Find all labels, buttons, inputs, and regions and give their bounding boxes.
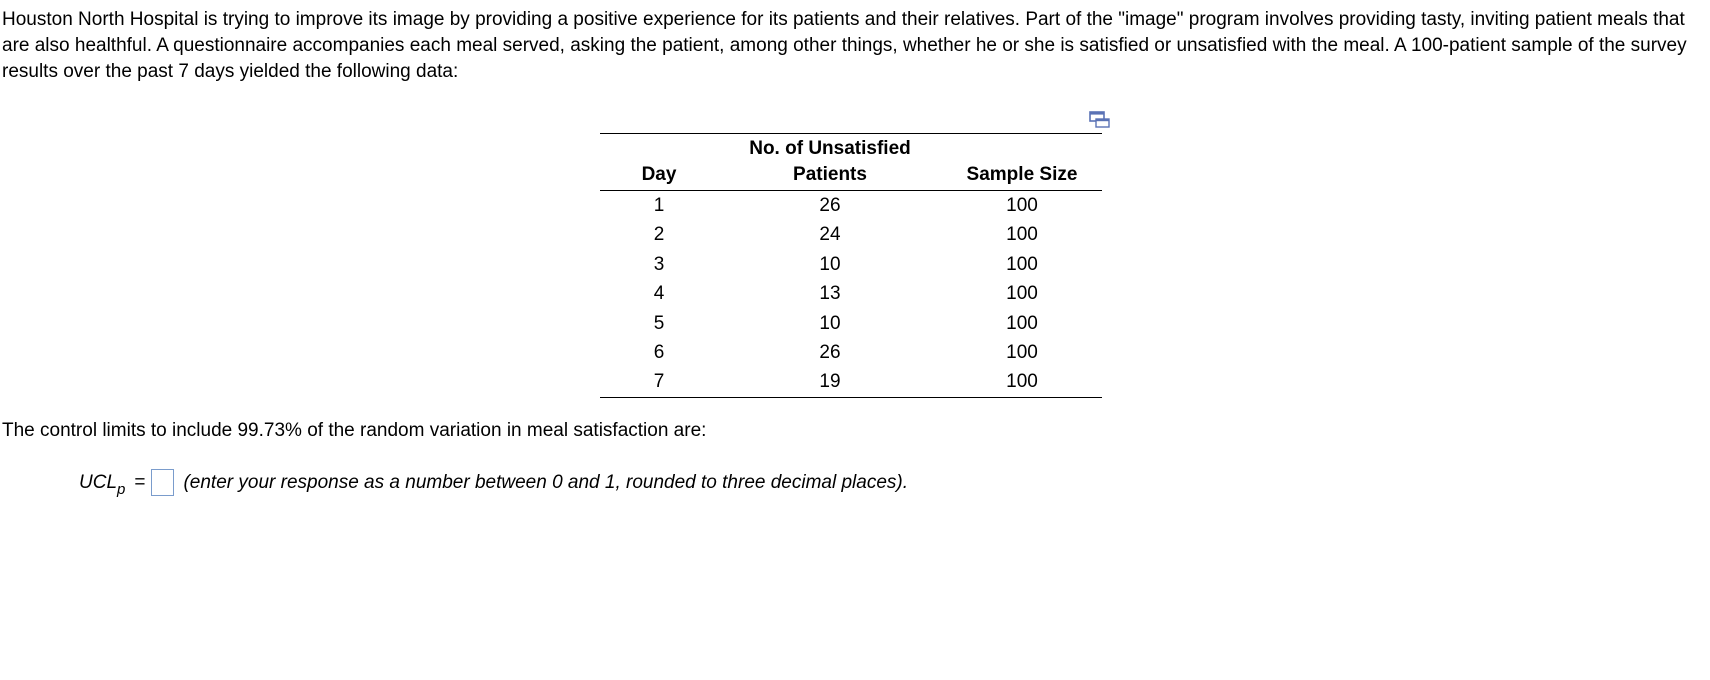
table-row <box>600 191 1102 221</box>
ucl-label: UCL <box>79 471 118 493</box>
header-unsatisfied-line2: Patients <box>718 162 942 191</box>
cell-sample-size: 100 <box>942 367 1102 397</box>
cell-unsatisfied: 10 <box>819 253 841 275</box>
copy-table-icon[interactable] <box>1089 111 1111 129</box>
cell-sample-size: 100 <box>1006 283 1038 305</box>
cell-day: 6 <box>653 342 665 364</box>
cell-sample-size: 100 <box>1006 312 1038 334</box>
header-day-spacer <box>600 134 718 163</box>
table-row <box>600 309 1102 338</box>
cell-sample-size: 100 <box>1006 195 1038 216</box>
cell-unsatisfied: 19 <box>718 367 942 397</box>
ucl-subscript: p <box>117 480 126 498</box>
cell-sample-size: 100 <box>1006 342 1038 364</box>
header-unsatisfied-line1: No. of Unsatisfied <box>718 134 942 163</box>
ucl-answer-row <box>79 469 908 496</box>
cell-day: 5 <box>653 312 665 334</box>
cell-unsatisfied: 26 <box>819 342 841 364</box>
table-row <box>600 367 1102 397</box>
equals-sign: = <box>134 471 146 493</box>
cell-unsatisfied: 26 <box>819 195 841 216</box>
cell-day: 1 <box>653 195 665 216</box>
table-header-row <box>600 134 1102 163</box>
table-row <box>600 220 1102 249</box>
cell-day: 4 <box>653 283 665 305</box>
cell-sample-size: 100 <box>1006 253 1038 275</box>
cell-sample-size: 100 <box>1006 224 1038 246</box>
table-header-row <box>600 162 1102 191</box>
header-size-spacer <box>942 134 1102 163</box>
cell-day: 3 <box>653 253 665 275</box>
header-sample-size: Sample Size <box>942 162 1102 191</box>
table-row <box>600 338 1102 367</box>
table-row <box>600 279 1102 308</box>
ucl-answer-input[interactable] <box>151 469 174 496</box>
cell-day: 2 <box>653 224 665 246</box>
cell-day: 7 <box>600 367 718 397</box>
cell-unsatisfied: 13 <box>819 283 841 305</box>
cell-unsatisfied: 24 <box>819 224 841 246</box>
answer-instructions: (enter your response as a number between 0 and 1, rounded to three decimal places). <box>183 471 909 493</box>
survey-data-table <box>600 133 1102 398</box>
control-limits-prompt: The control limits to include 99.73% of the random variation in meal satisfaction are: <box>2 420 707 441</box>
table-row <box>600 250 1102 279</box>
header-day: Day <box>600 162 718 191</box>
cell-unsatisfied: 10 <box>819 312 841 334</box>
problem-statement: Houston North Hospital is trying to improve its image by providing a positive experience for its patients and their relatives. Part of the "image" program involves providing tasty, inviting patient meals that are also healthful. A questionnaire accompanies each meal served, asking the patient, among other things, whether he or she is satisfied or unsatisfied with the meal. A 100-patient sample of the survey results over the past 7 days yielded the following data: <box>2 9 1687 82</box>
